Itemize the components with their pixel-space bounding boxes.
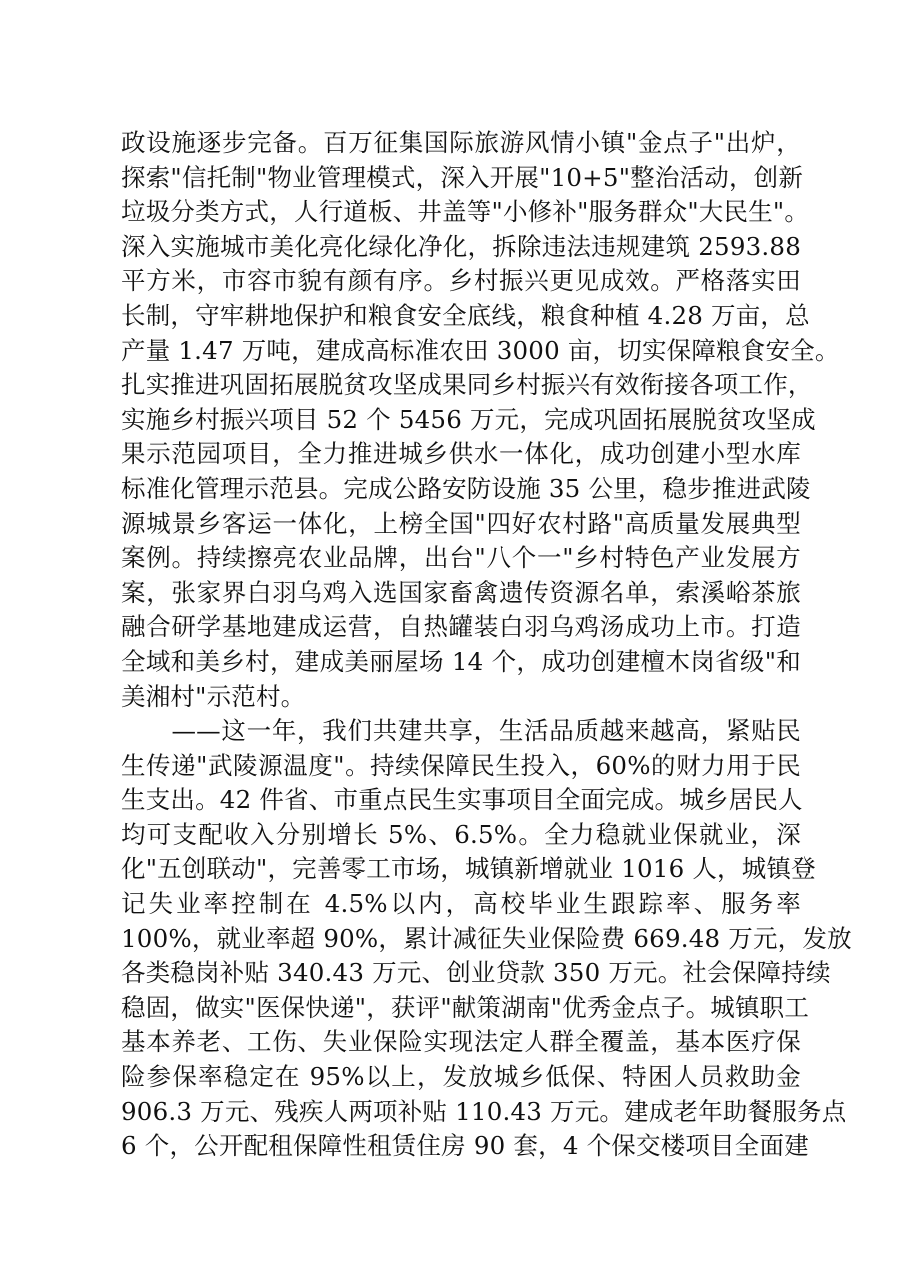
text-line: 政设施逐步完备。百万征集国际旅游风情小镇"金点子"出炉， — [121, 128, 801, 157]
text-line: 扎实推进巩固拓展脱贫攻坚成果同乡村振兴有效衔接各项工作， — [121, 370, 813, 400]
text-line: 生传递"武陵源温度"。持续保障民生投入，60%的财力用于民 — [121, 750, 801, 780]
text-line: ——这一年，我们共建共享，生活品质越来越高，紧贴民 — [121, 716, 801, 746]
text-line: 案例。持续擦亮农业品牌，出台"八个一"乡村特色产业发展方 — [121, 543, 801, 573]
text-line: 实施乡村振兴项目 52 个 5456 万元，完成巩固拓展脱贫攻坚成 — [121, 404, 816, 434]
text-line: 探索"信托制"物业管理模式，深入开展"10+5"整治活动，创新 — [121, 162, 804, 192]
text-line: 产量 1.47 万吨，建成高标准农田 3000 亩，切实保障粮食安全。 — [121, 335, 840, 365]
text-line: 融合研学基地建成运营，自热罐装白羽乌鸡汤成功上市。打造 — [121, 612, 801, 642]
text-line: 生支出。42 件省、市重点民生实事项目全面完成。城乡居民人 — [121, 785, 803, 815]
text-line: 100%，就业率超 90%，累计减征失业保险费 669.48 万元，发放 — [121, 923, 852, 953]
text-line: 化"五创联动"，完善零工市场，城镇新增就业 1016 人，城镇登 — [121, 854, 816, 884]
text-line: 果示范园项目，全力推进城乡供水一体化，成功创建小型水库 — [121, 439, 801, 469]
text-line: 源城景乡客运一体化，上榜全国"四好农村路"高质量发展典型 — [121, 508, 801, 538]
text-line: 各类稳岗补贴 340.43 万元、创业贷款 350 万元。社会保障持续 — [121, 958, 831, 988]
text-line: 稳固，做实"医保快递"，获评"献策湖南"优秀金点子。城镇职工 — [121, 992, 810, 1022]
text-line: 均可支配收入分别增长 5%、6.5%。全力稳就业保就业，深 — [121, 819, 801, 849]
text-line: 基本养老、工伤、失业保险实现法定人群全覆盖，基本医疗保 — [121, 1027, 801, 1057]
text-line: 平方米，市容市貌有颜有序。乡村振兴更见成效。严格落实田 — [121, 266, 801, 296]
body-text — [121, 126, 852, 1164]
text-line: 全域和美乡村，建成美丽屋场 14 个，成功创建檀木岗省级"和 — [121, 646, 801, 676]
text-line: 险参保率稳定在 95%以上，发放城乡低保、特困人员救助金 — [121, 1062, 801, 1092]
text-line: 垃圾分类方式，人行道板、井盖等"小修补"服务群众"大民生"。 — [121, 197, 810, 227]
text-line: 906.3 万元、残疾人两项补贴 110.43 万元。建成老年助餐服务点 — [121, 1096, 847, 1126]
text-line: 深入实施城市美化亮化绿化净化，拆除违法违规建筑 2593.88 — [121, 231, 801, 261]
text-line: 案，张家界白羽乌鸡入选国家畜禽遗传资源名单，索溪峪茶旅 — [121, 577, 801, 607]
text-line: 长制，守牢耕地保护和粮食安全底线，粮食种植 4.28 万亩，总 — [121, 300, 810, 330]
text-line: 记失业率控制在 4.5%以内，高校毕业生跟踪率、服务率 — [121, 889, 801, 919]
text-line: 标准化管理示范县。完成公路安防设施 35 公里，稳步推进武陵 — [121, 473, 811, 503]
text-line: 美湘村"示范村。 — [121, 681, 306, 711]
text-line: 6 个，公开配租保障性租赁住房 90 套，4 个保交楼项目全面建 — [121, 1131, 809, 1161]
